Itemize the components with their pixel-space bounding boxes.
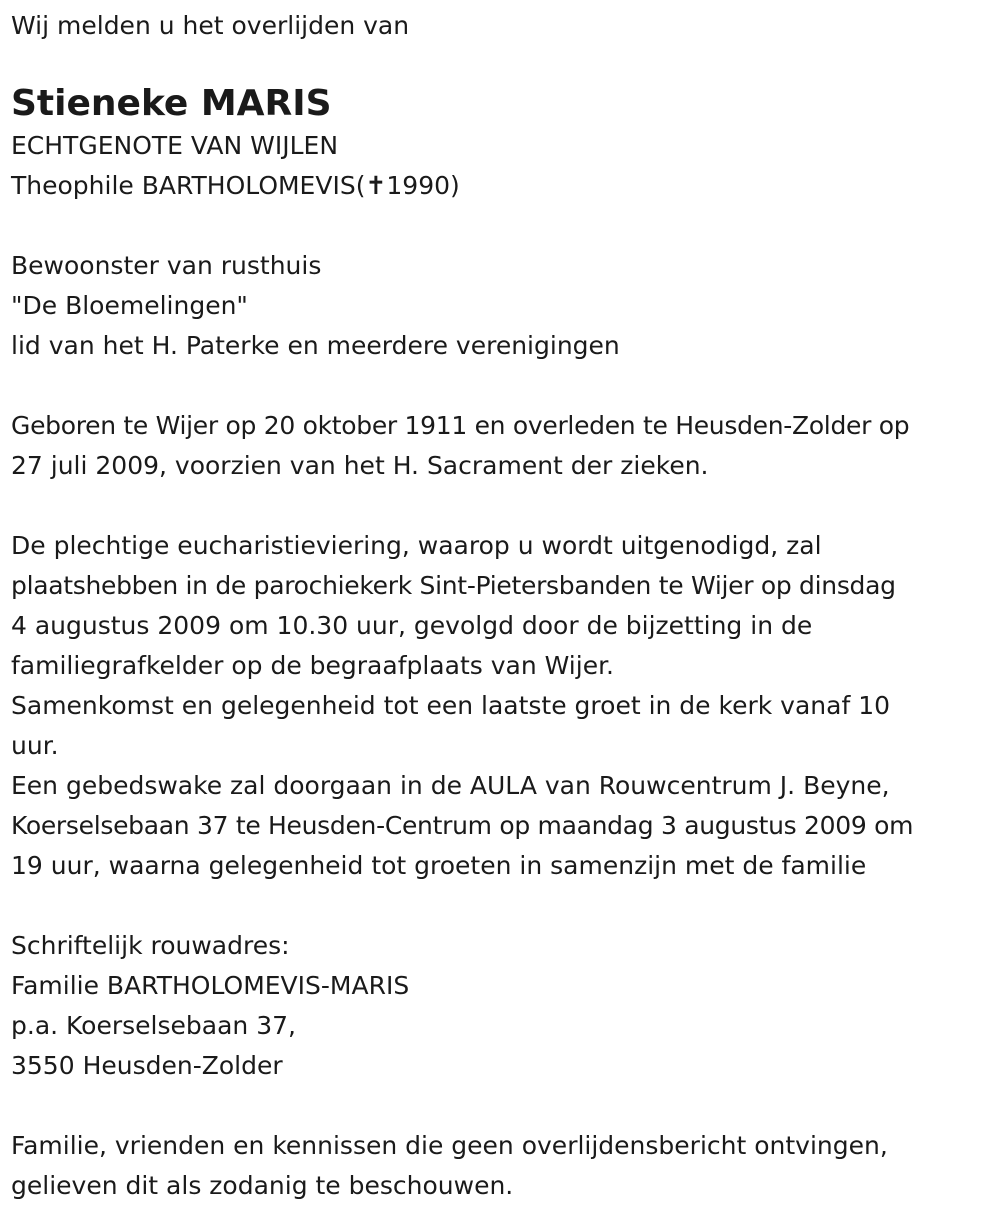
ceremony-line-9: 19 uur, waarna gelegenheid tot groeten in samenzijn met de familie (11, 851, 867, 880)
ceremony-line-3: 4 augustus 2009 om 10.30 uur, gevolgd door de bijzetting in de (11, 611, 813, 640)
address-line-1: Familie BARTHOLOMEVIS-MARIS (11, 971, 410, 1000)
spacer (11, 366, 996, 406)
address-label: Schriftelijk rouwadres: (11, 931, 290, 960)
relation-line-2: Theophile BARTHOLOMEVIS(✝1990) (11, 171, 460, 200)
spacer (11, 206, 996, 246)
deceased-name: Stieneke MARIS (11, 83, 332, 124)
ceremony-line-7: Een gebedswake zal doorgaan in de AULA van Rouwcentrum J. Beyne, (11, 771, 890, 800)
closing-line-2: gelieven dit als zodanig te beschouwen. (11, 1171, 514, 1200)
spacer (11, 1086, 996, 1126)
ceremony-line-2: plaatshebben in de parochiekerk Sint-Pietersbanden te Wijer op dinsdag (11, 571, 896, 600)
closing-line-1: Familie, vrienden en kennissen die geen overlijdensbericht ontvingen, (11, 1131, 888, 1160)
ceremony-line-1: De plechtige eucharistieviering, waarop u wordt uitgenodigd, zal (11, 531, 822, 560)
ceremony-line-5: Samenkomst en gelegenheid tot een laatste groet in de kerk vanaf 10 (11, 691, 891, 720)
intro-text: Wij melden u het overlijden van (11, 11, 410, 40)
address-line-2: p.a. Koerselsebaan 37, (11, 1011, 296, 1040)
residence-line-2: "De Bloemelingen" (11, 291, 248, 320)
residence-line-3: lid van het H. Paterke en meerdere verenigingen (11, 331, 620, 360)
ceremony-line-8: Koerselsebaan 37 te Heusden-Centrum op maandag 3 augustus 2009 om (11, 811, 914, 840)
spacer (11, 486, 996, 526)
relation-line-1: ECHTGENOTE VAN WIJLEN (11, 131, 339, 160)
ceremony-line-4: familiegrafkelder op de begraafplaats van Wijer. (11, 651, 615, 680)
birth-death-line-2: 27 juli 2009, voorzien van het H. Sacrament der zieken. (11, 451, 709, 480)
ceremony-line-6: uur. (11, 731, 59, 760)
residence-line-1: Bewoonster van rusthuis (11, 251, 322, 280)
birth-death-line-1: Geboren te Wijer op 20 oktober 1911 en overleden te Heusden-Zolder op (11, 411, 910, 440)
address-line-3: 3550 Heusden-Zolder (11, 1051, 283, 1080)
spacer (11, 886, 996, 926)
obituary-notice (11, 6, 996, 1206)
